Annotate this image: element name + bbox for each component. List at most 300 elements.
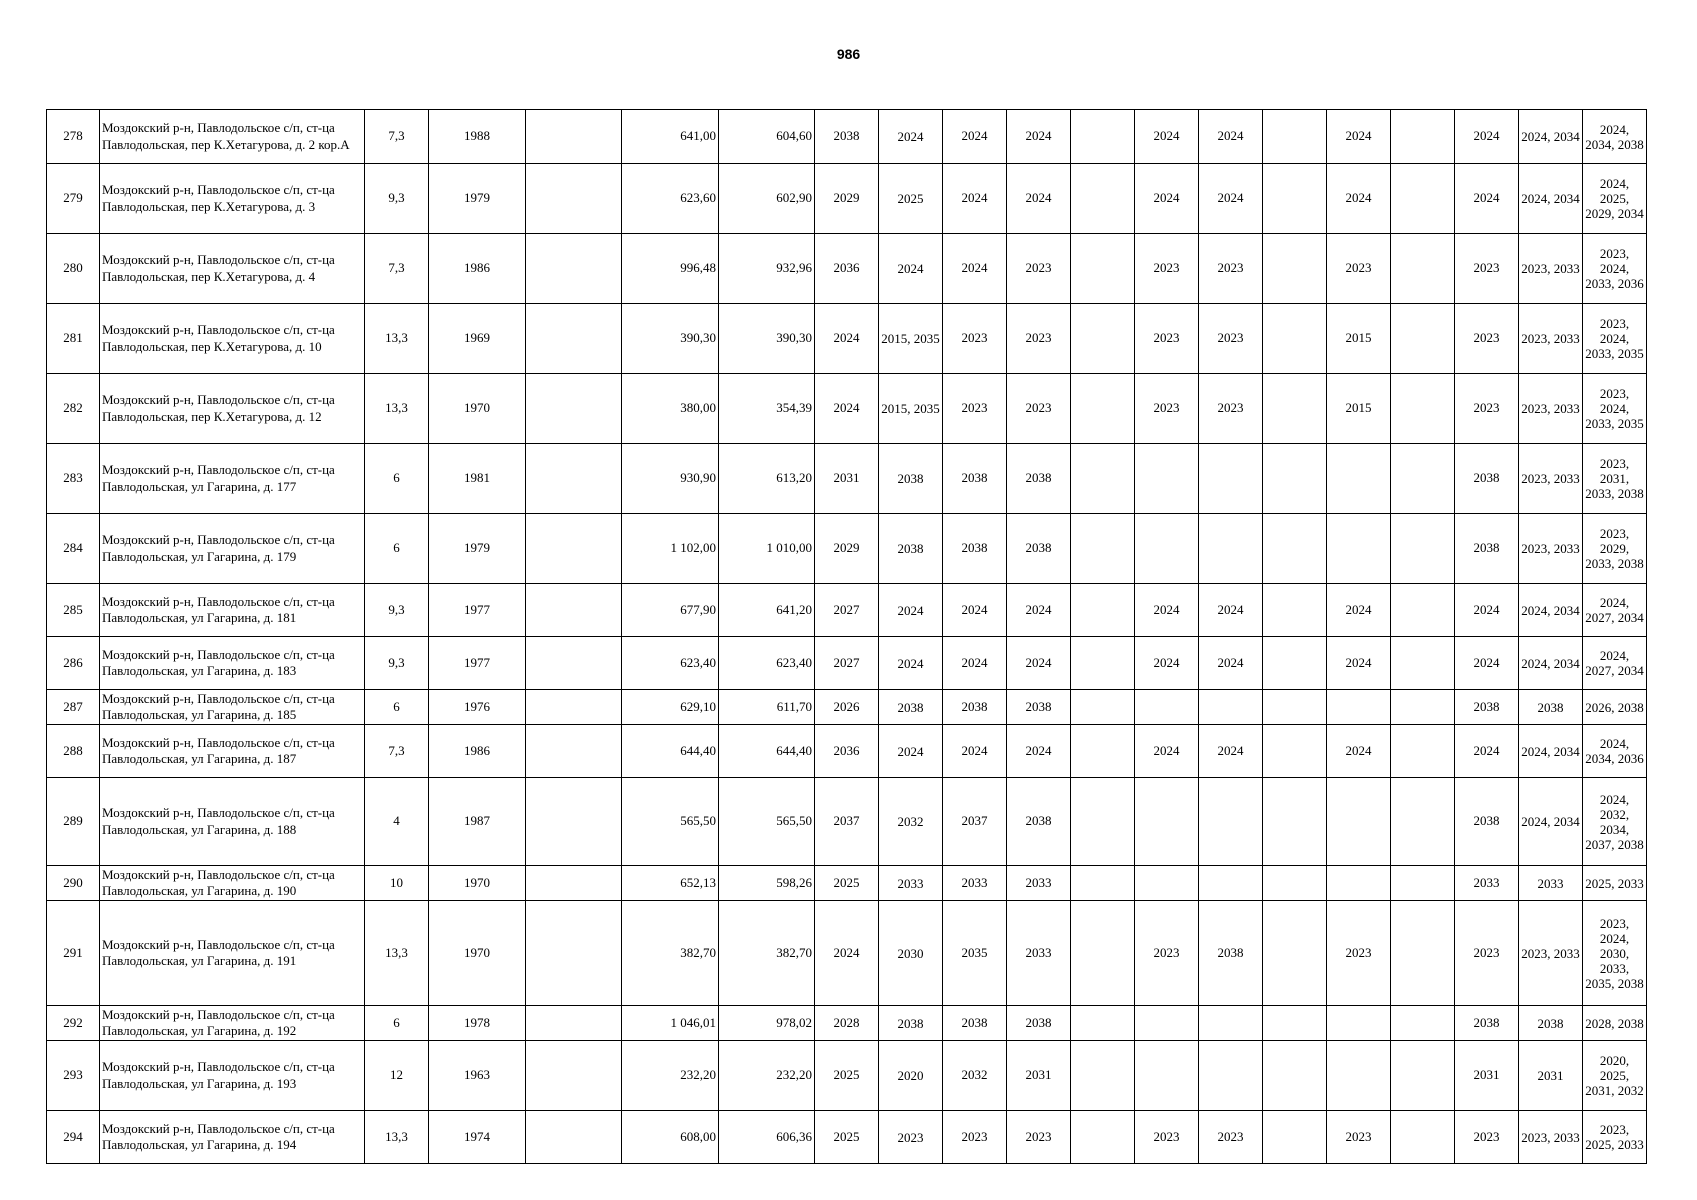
address-cell: Моздокский р-н, Павлодольское с/п, ст-ца Павлодольская, пер К.Хетагурова, д. 3	[100, 164, 365, 234]
table-row	[47, 1111, 1647, 1164]
year-cell: 2023	[1135, 374, 1199, 444]
empty-cell	[526, 866, 622, 901]
years-cell: 2024, 2032, 2034, 2037, 2038	[1583, 778, 1647, 866]
year-cell	[1135, 1041, 1199, 1111]
living-area-cell: 1 010,00	[719, 514, 815, 584]
floors-cell: 9,3	[365, 164, 429, 234]
year-cell	[1135, 514, 1199, 584]
empty-cell	[526, 164, 622, 234]
year-cell: 2024	[1135, 110, 1199, 164]
year-cell: 2015, 2035	[879, 304, 943, 374]
total-area-cell: 382,70	[622, 901, 719, 1006]
address-cell: Моздокский р-н, Павлодольское с/п, ст-ца Павлодольская, ул Гагарина, д. 190	[100, 866, 365, 901]
year-cell: 2023	[1199, 304, 1263, 374]
address-cell: Моздокский р-н, Павлодольское с/п, ст-ца Павлодольская, ул Гагарина, д. 193	[100, 1041, 365, 1111]
year-cell: 2024	[1135, 725, 1199, 778]
total-area-cell: 623,60	[622, 164, 719, 234]
living-area-cell: 602,90	[719, 164, 815, 234]
row-number-cell: 290	[47, 866, 100, 901]
year-cell	[1391, 234, 1455, 304]
year-cell: 2031	[815, 444, 879, 514]
year-cell: 2038	[1455, 444, 1519, 514]
total-area-cell: 380,00	[622, 374, 719, 444]
empty-cell	[526, 1111, 622, 1164]
floors-cell: 13,3	[365, 901, 429, 1006]
year-cell: 2023	[1007, 304, 1071, 374]
year-cell: 2037	[943, 778, 1007, 866]
floors-cell: 7,3	[365, 234, 429, 304]
table-row	[47, 514, 1647, 584]
year-cell	[1263, 725, 1327, 778]
year-cell	[1071, 637, 1135, 690]
year-cell: 1970	[429, 901, 526, 1006]
address-cell: Моздокский р-н, Павлодольское с/п, ст-ца Павлодольская, ул Гагарина, д. 177	[100, 444, 365, 514]
housing-table	[46, 109, 1647, 1164]
year-cell: 2032	[943, 1041, 1007, 1111]
year-cell: 2038	[879, 690, 943, 725]
years-cell: 2038	[1519, 1006, 1583, 1041]
row-number-cell: 288	[47, 725, 100, 778]
table-row	[47, 725, 1647, 778]
total-area-cell: 1 102,00	[622, 514, 719, 584]
year-cell: 2024	[1327, 725, 1391, 778]
years-cell: 2025, 2033	[1583, 866, 1647, 901]
table-row	[47, 1006, 1647, 1041]
year-cell: 2038	[943, 690, 1007, 725]
year-cell	[1391, 1111, 1455, 1164]
year-cell	[1327, 866, 1391, 901]
address-cell: Моздокский р-н, Павлодольское с/п, ст-ца Павлодольская, ул Гагарина, д. 187	[100, 725, 365, 778]
years-cell: 2023, 2033	[1519, 1111, 1583, 1164]
living-area-cell: 978,02	[719, 1006, 815, 1041]
year-cell	[1135, 778, 1199, 866]
empty-cell	[526, 690, 622, 725]
year-cell: 2023	[943, 1111, 1007, 1164]
table-row	[47, 778, 1647, 866]
years-cell: 2031	[1519, 1041, 1583, 1111]
year-cell: 2038	[1007, 514, 1071, 584]
living-area-cell: 604,60	[719, 110, 815, 164]
address-cell: Моздокский р-н, Павлодольское с/п, ст-ца Павлодольская, ул Гагарина, д. 188	[100, 778, 365, 866]
years-cell: 2024, 2034	[1519, 725, 1583, 778]
table-row	[47, 1041, 1647, 1111]
years-cell: 2024, 2034	[1519, 584, 1583, 637]
year-cell: 2031	[1455, 1041, 1519, 1111]
year-cell: 2031	[1007, 1041, 1071, 1111]
year-cell: 2024	[1455, 725, 1519, 778]
year-cell: 2025	[815, 1041, 879, 1111]
table-row	[47, 304, 1647, 374]
year-cell: 2024	[1327, 637, 1391, 690]
year-cell: 2033	[1455, 866, 1519, 901]
year-cell: 2023	[1135, 304, 1199, 374]
year-cell: 2023	[943, 374, 1007, 444]
living-area-cell: 613,20	[719, 444, 815, 514]
year-cell	[1071, 514, 1135, 584]
year-cell: 2023	[1007, 1111, 1071, 1164]
row-number-cell: 278	[47, 110, 100, 164]
floors-cell: 13,3	[365, 1111, 429, 1164]
year-cell: 1977	[429, 584, 526, 637]
table-row	[47, 690, 1647, 725]
empty-cell	[526, 584, 622, 637]
year-cell	[1263, 164, 1327, 234]
living-area-cell: 606,36	[719, 1111, 815, 1164]
address-cell: Моздокский р-н, Павлодольское с/п, ст-ца Павлодольская, ул Гагарина, д. 183	[100, 637, 365, 690]
year-cell	[1391, 514, 1455, 584]
total-area-cell: 1 046,01	[622, 1006, 719, 1041]
year-cell: 1986	[429, 234, 526, 304]
year-cell: 2025	[815, 1111, 879, 1164]
year-cell	[1071, 304, 1135, 374]
year-cell	[1135, 444, 1199, 514]
total-area-cell: 232,20	[622, 1041, 719, 1111]
table-row	[47, 444, 1647, 514]
year-cell: 2020	[879, 1041, 943, 1111]
address-cell: Моздокский р-н, Павлодольское с/п, ст-ца Павлодольская, ул Гагарина, д. 181	[100, 584, 365, 637]
year-cell: 2024	[1327, 110, 1391, 164]
year-cell: 2038	[1455, 1006, 1519, 1041]
row-number-cell: 287	[47, 690, 100, 725]
year-cell: 2024	[879, 234, 943, 304]
year-cell	[1199, 514, 1263, 584]
empty-cell	[526, 304, 622, 374]
year-cell: 1988	[429, 110, 526, 164]
address-cell: Моздокский р-н, Павлодольское с/п, ст-ца Павлодольская, ул Гагарина, д. 179	[100, 514, 365, 584]
year-cell	[1391, 637, 1455, 690]
year-cell	[1263, 584, 1327, 637]
year-cell: 2015, 2035	[879, 374, 943, 444]
table-row	[47, 637, 1647, 690]
year-cell: 2024	[1455, 110, 1519, 164]
year-cell: 2038	[1007, 1006, 1071, 1041]
row-number-cell: 279	[47, 164, 100, 234]
year-cell	[1071, 444, 1135, 514]
year-cell: 2023	[1455, 374, 1519, 444]
living-area-cell: 623,40	[719, 637, 815, 690]
year-cell: 2023	[1327, 901, 1391, 1006]
row-number-cell: 294	[47, 1111, 100, 1164]
row-number-cell: 289	[47, 778, 100, 866]
living-area-cell: 932,96	[719, 234, 815, 304]
years-cell: 2024, 2034	[1519, 164, 1583, 234]
years-cell: 2028, 2038	[1583, 1006, 1647, 1041]
empty-cell	[526, 514, 622, 584]
total-area-cell: 641,00	[622, 110, 719, 164]
year-cell	[1199, 866, 1263, 901]
year-cell: 2023	[943, 304, 1007, 374]
year-cell: 2024	[943, 725, 1007, 778]
year-cell	[1135, 690, 1199, 725]
address-cell: Моздокский р-н, Павлодольское с/п, ст-ца Павлодольская, пер К.Хетагурова, д. 10	[100, 304, 365, 374]
year-cell: 2024	[1199, 110, 1263, 164]
year-cell: 2024	[1199, 725, 1263, 778]
year-cell	[1391, 584, 1455, 637]
year-cell: 2023	[1455, 304, 1519, 374]
year-cell	[1263, 901, 1327, 1006]
year-cell: 2038	[943, 444, 1007, 514]
year-cell	[1199, 1006, 1263, 1041]
years-cell: 2023, 2024, 2033, 2036	[1583, 234, 1647, 304]
year-cell: 2038	[1007, 444, 1071, 514]
floors-cell: 9,3	[365, 584, 429, 637]
year-cell	[1327, 1041, 1391, 1111]
total-area-cell: 996,48	[622, 234, 719, 304]
year-cell: 2024	[943, 110, 1007, 164]
row-number-cell: 284	[47, 514, 100, 584]
year-cell: 2024	[943, 584, 1007, 637]
living-area-cell: 644,40	[719, 725, 815, 778]
year-cell: 2023	[1455, 1111, 1519, 1164]
year-cell: 2036	[815, 234, 879, 304]
year-cell: 2024	[943, 234, 1007, 304]
years-cell: 2024, 2034	[1519, 637, 1583, 690]
year-cell	[1263, 637, 1327, 690]
year-cell	[1327, 1006, 1391, 1041]
year-cell: 2038	[1007, 778, 1071, 866]
year-cell: 2038	[1199, 901, 1263, 1006]
year-cell: 2038	[1007, 690, 1071, 725]
year-cell	[1263, 1111, 1327, 1164]
table-row	[47, 584, 1647, 637]
years-cell: 2024, 2034	[1519, 778, 1583, 866]
years-cell: 2023, 2033	[1519, 234, 1583, 304]
year-cell: 1986	[429, 725, 526, 778]
living-area-cell: 565,50	[719, 778, 815, 866]
years-cell: 2023, 2024, 2030, 2033, 2035, 2038	[1583, 901, 1647, 1006]
year-cell: 2024	[1199, 584, 1263, 637]
years-cell: 2023, 2024, 2033, 2035	[1583, 304, 1647, 374]
row-number-cell: 281	[47, 304, 100, 374]
year-cell: 2024	[879, 584, 943, 637]
empty-cell	[526, 778, 622, 866]
year-cell: 2029	[815, 514, 879, 584]
year-cell: 1987	[429, 778, 526, 866]
floors-cell: 6	[365, 690, 429, 725]
row-number-cell: 286	[47, 637, 100, 690]
year-cell: 2024	[943, 637, 1007, 690]
year-cell	[1327, 778, 1391, 866]
year-cell: 2033	[1007, 866, 1071, 901]
year-cell	[1327, 514, 1391, 584]
total-area-cell: 644,40	[622, 725, 719, 778]
year-cell	[1391, 1006, 1455, 1041]
year-cell: 1979	[429, 514, 526, 584]
year-cell	[1135, 866, 1199, 901]
year-cell	[1391, 110, 1455, 164]
row-number-cell: 282	[47, 374, 100, 444]
year-cell: 1974	[429, 1111, 526, 1164]
empty-cell	[526, 444, 622, 514]
year-cell	[1071, 725, 1135, 778]
year-cell	[1391, 374, 1455, 444]
empty-cell	[526, 725, 622, 778]
year-cell	[1071, 234, 1135, 304]
address-cell: Моздокский р-н, Павлодольское с/п, ст-ца Павлодольская, пер К.Хетагурова, д. 2 кор.А	[100, 110, 365, 164]
address-cell: Моздокский р-н, Павлодольское с/п, ст-ца Павлодольская, пер К.Хетагурова, д. 4	[100, 234, 365, 304]
year-cell	[1071, 901, 1135, 1006]
year-cell: 2023	[879, 1111, 943, 1164]
year-cell: 1976	[429, 690, 526, 725]
year-cell	[1327, 690, 1391, 725]
address-cell: Моздокский р-н, Павлодольское с/п, ст-ца Павлодольская, ул Гагарина, д. 194	[100, 1111, 365, 1164]
years-cell: 2023, 2029, 2033, 2038	[1583, 514, 1647, 584]
year-cell	[1391, 690, 1455, 725]
years-cell: 2024, 2027, 2034	[1583, 637, 1647, 690]
year-cell	[1199, 1041, 1263, 1111]
total-area-cell: 390,30	[622, 304, 719, 374]
empty-cell	[526, 1006, 622, 1041]
year-cell	[1263, 866, 1327, 901]
year-cell: 1977	[429, 637, 526, 690]
table-row	[47, 164, 1647, 234]
year-cell	[1071, 1111, 1135, 1164]
year-cell: 2029	[815, 164, 879, 234]
year-cell: 1970	[429, 866, 526, 901]
table-row	[47, 110, 1647, 164]
year-cell: 1978	[429, 1006, 526, 1041]
table-row	[47, 866, 1647, 901]
year-cell: 2033	[1007, 901, 1071, 1006]
years-cell: 2024, 2025, 2029, 2034	[1583, 164, 1647, 234]
years-cell: 2023, 2024, 2033, 2035	[1583, 374, 1647, 444]
year-cell: 2038	[1455, 778, 1519, 866]
year-cell: 2023	[1199, 1111, 1263, 1164]
total-area-cell: 565,50	[622, 778, 719, 866]
row-number-cell: 291	[47, 901, 100, 1006]
empty-cell	[526, 637, 622, 690]
year-cell: 2023	[1135, 234, 1199, 304]
empty-cell	[526, 901, 622, 1006]
empty-cell	[526, 110, 622, 164]
year-cell: 2024	[1007, 584, 1071, 637]
year-cell	[1391, 725, 1455, 778]
living-area-cell: 641,20	[719, 584, 815, 637]
year-cell	[1199, 444, 1263, 514]
year-cell	[1391, 778, 1455, 866]
address-cell: Моздокский р-н, Павлодольское с/п, ст-ца Павлодольская, ул Гагарина, д. 191	[100, 901, 365, 1006]
year-cell: 2024	[1135, 637, 1199, 690]
year-cell: 2038	[1455, 690, 1519, 725]
year-cell	[1071, 778, 1135, 866]
years-cell: 2023, 2033	[1519, 374, 1583, 444]
total-area-cell: 629,10	[622, 690, 719, 725]
year-cell: 2038	[879, 444, 943, 514]
year-cell	[1071, 374, 1135, 444]
year-cell	[1263, 778, 1327, 866]
year-cell: 2038	[815, 110, 879, 164]
floors-cell: 6	[365, 514, 429, 584]
year-cell	[1071, 110, 1135, 164]
year-cell: 2026	[815, 690, 879, 725]
living-area-cell: 611,70	[719, 690, 815, 725]
year-cell: 2024	[1455, 637, 1519, 690]
year-cell: 2024	[1327, 164, 1391, 234]
year-cell: 1963	[429, 1041, 526, 1111]
floors-cell: 13,3	[365, 304, 429, 374]
year-cell	[1263, 374, 1327, 444]
year-cell: 2038	[879, 514, 943, 584]
years-cell: 2026, 2038	[1583, 690, 1647, 725]
year-cell: 2023	[1455, 901, 1519, 1006]
row-number-cell: 283	[47, 444, 100, 514]
year-cell	[1263, 1041, 1327, 1111]
year-cell	[1263, 304, 1327, 374]
year-cell: 1969	[429, 304, 526, 374]
year-cell: 2015	[1327, 374, 1391, 444]
row-number-cell: 280	[47, 234, 100, 304]
year-cell: 2024	[1007, 164, 1071, 234]
years-cell: 2023, 2025, 2033	[1583, 1111, 1647, 1164]
years-cell: 2024, 2034	[1519, 110, 1583, 164]
living-area-cell: 382,70	[719, 901, 815, 1006]
year-cell: 2037	[815, 778, 879, 866]
year-cell	[1391, 1041, 1455, 1111]
floors-cell: 4	[365, 778, 429, 866]
year-cell	[1391, 164, 1455, 234]
year-cell: 2024	[1135, 164, 1199, 234]
address-cell: Моздокский р-н, Павлодольское с/п, ст-ца Павлодольская, ул Гагарина, д. 185	[100, 690, 365, 725]
year-cell: 2024	[1199, 164, 1263, 234]
total-area-cell: 930,90	[622, 444, 719, 514]
year-cell	[1391, 444, 1455, 514]
year-cell: 1979	[429, 164, 526, 234]
year-cell: 2024	[879, 725, 943, 778]
year-cell: 2023	[1135, 901, 1199, 1006]
year-cell	[1135, 1006, 1199, 1041]
year-cell: 2024	[1199, 637, 1263, 690]
years-cell: 2023, 2033	[1519, 901, 1583, 1006]
years-cell: 2023, 2031, 2033, 2038	[1583, 444, 1647, 514]
years-cell: 2023, 2033	[1519, 514, 1583, 584]
years-cell: 2020, 2025, 2031, 2032	[1583, 1041, 1647, 1111]
year-cell	[1071, 584, 1135, 637]
year-cell: 2023	[1199, 234, 1263, 304]
year-cell: 2024	[1007, 725, 1071, 778]
address-cell: Моздокский р-н, Павлодольское с/п, ст-ца Павлодольская, ул Гагарина, д. 192	[100, 1006, 365, 1041]
empty-cell	[526, 234, 622, 304]
year-cell: 2024	[815, 374, 879, 444]
row-number-cell: 292	[47, 1006, 100, 1041]
year-cell: 2023	[1199, 374, 1263, 444]
year-cell	[1199, 778, 1263, 866]
year-cell: 2038	[879, 1006, 943, 1041]
year-cell: 2025	[879, 164, 943, 234]
year-cell	[1263, 1006, 1327, 1041]
year-cell: 2024	[1007, 637, 1071, 690]
empty-cell	[526, 374, 622, 444]
living-area-cell: 390,30	[719, 304, 815, 374]
floors-cell: 7,3	[365, 110, 429, 164]
year-cell	[1263, 514, 1327, 584]
year-cell	[1263, 110, 1327, 164]
year-cell: 2030	[879, 901, 943, 1006]
year-cell: 2024	[943, 164, 1007, 234]
years-cell: 2024, 2034, 2038	[1583, 110, 1647, 164]
year-cell: 2023	[1327, 234, 1391, 304]
years-cell: 2024, 2027, 2034	[1583, 584, 1647, 637]
year-cell: 2027	[815, 584, 879, 637]
year-cell: 2015	[1327, 304, 1391, 374]
year-cell: 2024	[879, 110, 943, 164]
table-row	[47, 234, 1647, 304]
year-cell: 2023	[1007, 234, 1071, 304]
row-number-cell: 293	[47, 1041, 100, 1111]
year-cell: 2032	[879, 778, 943, 866]
address-cell: Моздокский р-н, Павлодольское с/п, ст-ца Павлодольская, пер К.Хетагурова, д. 12	[100, 374, 365, 444]
floors-cell: 6	[365, 444, 429, 514]
years-cell: 2023, 2033	[1519, 304, 1583, 374]
